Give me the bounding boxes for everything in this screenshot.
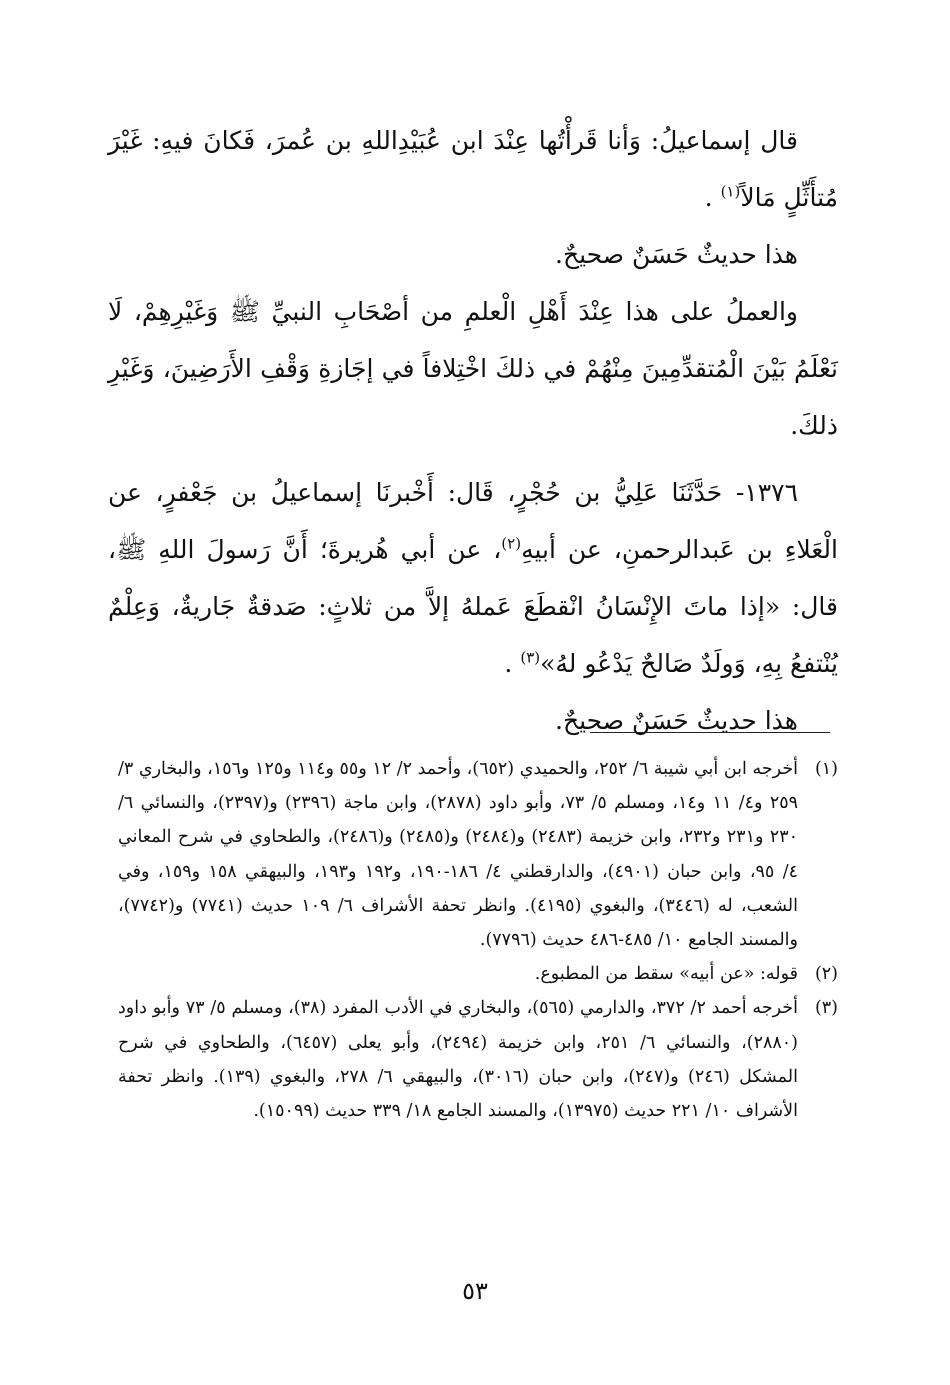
main-text xyxy=(108,112,838,749)
paragraph-2 xyxy=(108,226,838,283)
footnote-2-text: قوله: «عن أبيه» سقط من المطبوع. xyxy=(534,964,798,985)
footnote-divider xyxy=(590,732,830,733)
footnote-1-text: أخرجه ابن أبي شيبة ٦/ ٢٥٢، والحميدي (٦٥٢)، وأحمد ٢/ ١٢ و٥٥ و١١٤ و١٢٥ و١٥٦، والبخاري ٣/ ٢٥٩ و٤/ ١١ و١٤، ومسلم ٥/ ٧٣، وأبو داود (٢٨٧٨)، وابن ماجة (٢٣٩٦) و(٢٣٩٧)، والنسائي ٦/ ٢٣٠ و٢٣١ و٢٣٢، وابن خزيمة (٢٤٨٣) و(٢٤٨٤) و(٢٤٨٥) و(٢٤٨٦)، والطحاوي في شرح المعاني ٤/ ٩٥، وابن حبان (٤٩٠١)، والدارقطني ٤/ ١٨٦-١٩٠، و١٩٢ و١٩٣، والبيهقي ١٥٨ و١٥٩، وفي الشعب، له (٣٤٤٦)، والبغوي (٤١٩٥). وانظر تحفة الأشراف ٦/ ١٠٩ حديث (٧٧٤١) و(٧٧٤٢)، والمسند الجامع ١٠/ ٤٨٥-٤٨٦ حديث (٧٧٩٦). xyxy=(118,759,799,951)
paragraph-1 xyxy=(108,112,838,226)
paragraph-4 xyxy=(108,464,838,692)
footnote-ref-1: (١) xyxy=(720,182,741,201)
paragraph-1-text: قال إسماعيلُ: وَأنا قَرأْتُها عِنْدَ ابن عُبَيْدِاللهِ بن عُمرَ، فَكانَ فيهِ: غَيْرَ مُتأَثِّلٍ مَالاً xyxy=(108,126,838,212)
paragraph-1-end: . xyxy=(704,183,721,212)
paragraph-2-text: هذا حديثٌ حَسَنٌ صحيحٌ. xyxy=(555,240,798,269)
paragraph-5 xyxy=(108,692,838,749)
paragraph-3 xyxy=(108,283,838,454)
paragraph-3-text: والعملُ على هذا عِنْدَ أَهْلِ الْعلمِ من أصْحَابِ النبيِّ ﷺ وَغَيْرِهِمْ، لَا نَعْلَمُ بَيْنَ الْمُتقدِّمِينَ مِنْهُمْ في ذلكَ اخْتِلافاً في إجَازةِ وَقْفِ الأَرَضِينَ، وَغَيْرِ ذلكَ. xyxy=(108,297,838,440)
footnote-ref-2: (٢) xyxy=(501,534,522,553)
footnote-2-number: (٢) xyxy=(814,964,838,985)
paragraph-4-end: . xyxy=(504,649,521,678)
paragraph-4-text-b: ، عن أبي هُريرةَ؛ أَنَّ رَسولَ اللهِ ﷺ، قال: «إذا ماتَ الإِنْسَانُ انْقطَعَ عَملهُ إلاَّ من ثلاثٍ: صَدقةٌ جَاريةٌ، وَعِلْمٌ يُنْتفعُ بِهِ، وَولَدٌ صَالحٌ يَدْعُو لهُ» xyxy=(108,535,838,678)
footnote-3-text: أخرجه أحمد ٢/ ٣٧٢، والدارمي (٥٦٥)، والبخاري في الأدب المفرد (٣٨)، ومسلم ٥/ ٧٣ وأبو داود (٢٨٨٠)، والنسائي ٦/ ٢٥١، وابن خزيمة (٢٤٩٤)، وأبو يعلى (٦٤٥٧)، والطحاوي في شرح المشكل (٢٤٦) و(٢٤٧)، وابن حبان (٣٠١٦)، والبيهقي ٦/ ٢٧٨، والبغوي (١٣٩). وانظر تحفة الأشراف ١٠/ ٢٢١ حديث (١٣٩٧٥)، والمسند الجامع ١٨/ ٣٣٩ حديث (١٥٠٩٩). xyxy=(118,998,798,1122)
paragraph-4-text-a: ١٣٧٦- حَدَّثَنَا عَلِيُّ بن حُجْرٍ، قَال: أَخْبرنَا إسماعيلُ بن جَعْفرٍ، عن الْعَلاءِ بن عَبدالرحمنِ، عن أبيهِ xyxy=(108,478,838,564)
footnote-3-number: (٣) xyxy=(814,998,838,1019)
footnote-3 xyxy=(118,991,838,1128)
footnote-2 xyxy=(118,957,838,991)
footnote-1 xyxy=(118,752,838,957)
footnote-1-number: (١) xyxy=(814,759,838,779)
footnote-ref-3: (٣) xyxy=(520,648,541,667)
paragraph-5-text: هذا حديثٌ حَسَنٌ صحيحٌ. xyxy=(555,706,798,735)
page-number: ٥٣ xyxy=(462,1277,488,1305)
footnotes xyxy=(118,752,838,1128)
